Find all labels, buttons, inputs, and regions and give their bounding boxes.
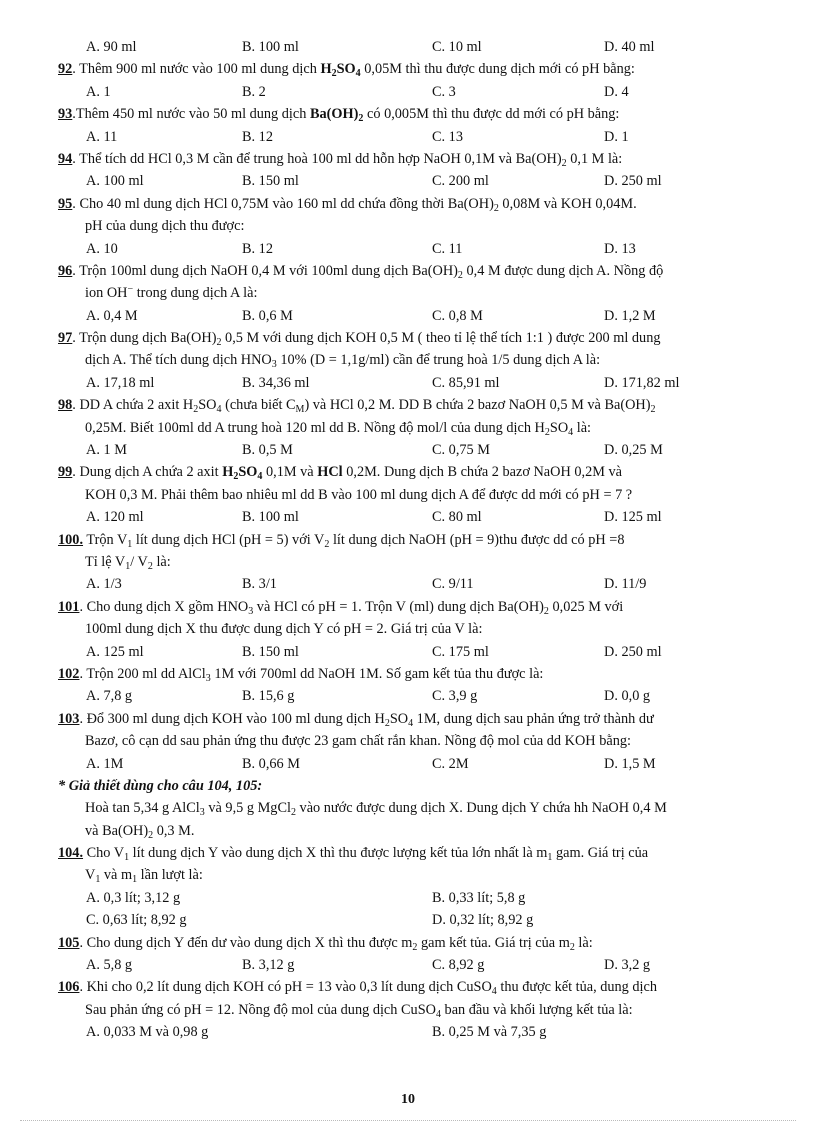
answer-option: C. 0,75 M [432, 442, 490, 459]
answer-option: A. 125 ml [86, 643, 144, 660]
question-number: 106 [58, 979, 80, 996]
answer-option: B. 100 ml [242, 39, 299, 55]
answer-option: D. 1,5 M [604, 755, 656, 772]
answer-option: B. 0,33 lít; 5,8 g [432, 889, 526, 906]
answer-option: D. 13 [604, 240, 636, 257]
answer-option: B. 150 ml [242, 643, 299, 660]
question-106 [58, 976, 758, 998]
text-run: ban đầu và khối lượng kết tủa là: [440, 1001, 633, 1018]
text-run: . Thể tích dd HCl 0,3 M cần để trung hoà 100 ml dd hỗn hợp NaOH 0,1M và Ba(OH) [72, 150, 562, 167]
text-run: 1 [95, 874, 101, 886]
text-run: Hoà tan 5,34 g AlCl [85, 800, 200, 817]
question-text-continued [58, 820, 758, 842]
text-run: lít dung dịch NaOH (pH = 9)thu được dd có pH =8 [329, 531, 625, 548]
text-run: 1 [124, 852, 130, 864]
answer-options [58, 81, 758, 103]
text-run: 4 [355, 68, 361, 80]
answer-option: D. 125 ml [604, 509, 662, 526]
text-run: . Trộn 200 ml dd AlCl [79, 665, 206, 682]
text-run: là: [574, 934, 593, 951]
answer-option: C. 2M [432, 755, 469, 772]
answer-option: A. 0,4 M [86, 307, 138, 324]
answer-option: D. 0,32 lít; 8,92 g [432, 912, 534, 929]
text-run: có 0,005M thì thu được dd mới có pH bằng: [363, 106, 620, 123]
question-number: 105 [58, 934, 80, 951]
question-text-continued [58, 551, 758, 573]
text-run: 0,5 M với dung dịch KOH 0,5 M ( theo tỉ lệ thể tích 1:1 ) được 200 ml dung [221, 330, 661, 347]
answer-option: B. 15,6 g [242, 688, 295, 705]
text-run: 0,25M. Biết 100ml dd A trung hoà 120 ml dd B. Nồng độ mol/l của dung dịch H [85, 419, 545, 436]
text-run: 0,4 M được dung dịch A. Nồng độ [462, 262, 664, 279]
answer-option: A. 7,8 g [86, 688, 133, 705]
text-run: thu được kết tủa, dung dịch [496, 979, 658, 996]
text-run: gam. Giá trị của [552, 845, 649, 862]
text-run: 1 [127, 538, 133, 550]
text-run: 0,025 M với [548, 598, 624, 615]
text-run: Tỉ lệ V [85, 553, 126, 570]
question-105 [58, 932, 758, 954]
text-run: 2 [147, 560, 153, 572]
text-run: 1 [125, 560, 131, 572]
answer-option: C. 8,92 g [432, 957, 485, 974]
question-number: 96 [58, 262, 73, 279]
text-run: và m [100, 867, 133, 884]
question-94 [58, 148, 758, 170]
text-run: 3 [199, 807, 205, 819]
question-text-continued [58, 999, 758, 1021]
text-run: 2 [650, 404, 656, 416]
answer-option: D. 250 ml [604, 643, 662, 660]
answer-option: B. 12 [242, 128, 273, 145]
question-number: 95 [58, 195, 73, 212]
answer-option: A. 17,18 ml [86, 374, 155, 391]
text-run: (chưa biết C [221, 397, 296, 414]
text-run: trong dung dịch A là: [133, 285, 258, 302]
text-run: lần lượt là: [137, 867, 203, 884]
question-number: 94 [58, 150, 73, 167]
question-92 [58, 58, 758, 80]
question-number: 103 [58, 710, 80, 727]
text-run: là: [573, 419, 592, 436]
text-run: 3 [205, 672, 211, 684]
answer-option: B. 0,66 M [242, 755, 300, 772]
question-98 [58, 394, 758, 416]
text-run: 2 [384, 717, 390, 729]
answer-option: C. 11 [432, 240, 463, 257]
question-number: 98 [58, 397, 73, 414]
text-run: 1M, dung dịch sau phản ứng trở thành dư [413, 710, 654, 727]
text-run: gam kết tủa. Giá trị của m [417, 934, 570, 951]
text-run: ion OH [85, 285, 128, 302]
text-run: . DD A chứa 2 axit H [72, 397, 194, 414]
answer-option: B. 100 ml [242, 509, 299, 526]
answer-option: B. 34,36 ml [242, 374, 310, 391]
text-run: SO [198, 397, 217, 414]
text-run: SO [389, 710, 409, 727]
answer-option: D. 1,2 M [604, 307, 656, 324]
text-run: và HCl có pH = 1. Trộn V (ml) dung dịch Ba(OH) [253, 598, 544, 615]
question-text-continued [58, 618, 758, 640]
text-run: dịch A. Thể tích dung dịch HNO [85, 352, 272, 369]
text-run: và Ba(OH) [85, 822, 149, 839]
question-text-continued [58, 484, 758, 506]
answer-options [58, 887, 758, 909]
answer-option: B. 0,6 M [242, 307, 293, 324]
answer-options [58, 372, 758, 394]
answer-option: C. 13 [432, 128, 463, 145]
text-run: .Thêm 450 ml nước vào 50 ml dung dịch [72, 106, 310, 123]
answer-option: A. 10 [86, 240, 118, 257]
question-text-continued [58, 797, 758, 819]
text-run: ) và HCl 0,2 M. DD B chứa 2 bazơ NaOH 0,5 M và Ba(OH) [304, 397, 651, 414]
text-run: 100ml dung dịch X thu được dung dịch Y có pH = 2. Giá trị của V là: [85, 621, 483, 638]
answer-options [58, 170, 758, 192]
text-run: là: [152, 553, 171, 570]
answer-option: D. 250 ml [604, 173, 662, 190]
text-run: . Dung dịch A chứa 2 axit [72, 464, 223, 481]
answer-options [58, 909, 758, 931]
answer-options [58, 506, 758, 528]
text-run: 4 [408, 717, 414, 729]
text-run: H [320, 61, 332, 78]
text-run: và 9,5 g MgCl [204, 800, 291, 817]
question-text-continued [58, 349, 758, 371]
answer-option: A. 90 ml [86, 39, 137, 55]
text-run: 4 [568, 426, 574, 438]
text-run: . Trộn dung dịch Ba(OH) [72, 330, 217, 347]
answer-option: C. 175 ml [432, 643, 489, 660]
answer-option: C. 200 ml [432, 173, 489, 190]
answer-option: A. 120 ml [86, 509, 144, 526]
text-run: 4 [491, 986, 497, 998]
text-run: . Thêm 900 ml nước vào 100 ml dung dịch [72, 61, 321, 78]
question-102 [58, 663, 758, 685]
answer-option: D. 0,25 M [604, 442, 663, 459]
text-run: 2 [457, 269, 463, 281]
question-number: 104. [58, 845, 84, 862]
text-run: 2 [148, 829, 154, 841]
question-103 [58, 708, 758, 730]
text-run: 0,3 M. [153, 822, 195, 839]
question-number: 97 [58, 330, 73, 347]
text-run: SO [336, 61, 356, 78]
answer-options [58, 753, 758, 775]
shared-premise-heading: * Giả thiết dùng cho câu 104, 105: [58, 777, 263, 794]
answer-option: A. 5,8 g [86, 957, 133, 974]
text-run: 2 [331, 68, 337, 80]
answer-options [58, 954, 758, 976]
text-run: 1M với 700ml dd NaOH 1M. Số gam kết tủa thu được là: [210, 665, 544, 682]
question-number: 99 [58, 464, 73, 481]
answer-option: A. 11 [86, 128, 118, 145]
text-run: 1 [547, 852, 553, 864]
text-run: 3 [248, 605, 254, 617]
answer-option: C. 3,9 g [432, 688, 478, 705]
question-93 [58, 103, 758, 125]
question-text-continued [58, 417, 758, 439]
text-run: 0,1 M là: [566, 150, 623, 167]
answer-option: D. 4 [604, 83, 629, 100]
text-run: 4 [216, 404, 222, 416]
text-run: / V [130, 553, 148, 570]
text-run: vào nước được dung dịch X. Dung dịch Y chứa hh NaOH 0,4 M [295, 800, 667, 817]
text-run: HCl [317, 464, 343, 481]
answer-option: B. 2 [242, 83, 266, 100]
text-run: Trộn V [83, 531, 128, 548]
answer-option: A. 1/3 [86, 576, 122, 593]
answer-options [58, 439, 758, 461]
text-run: 2 [290, 807, 296, 819]
answer-option: C. 80 ml [432, 509, 482, 526]
answer-options [58, 641, 758, 663]
text-run: lít dung dịch HCl (pH = 5) với V [132, 531, 325, 548]
text-run: SO [549, 419, 569, 436]
answer-option: A. 1 [86, 83, 111, 100]
answer-option: D. 1 [604, 128, 629, 145]
text-run: Sau phản ứng có pH = 12. Nồng độ mol của dung dịch CuSO [85, 1001, 436, 1018]
text-run: . Đổ 300 ml dung dịch KOH vào 100 ml dung dịch H [79, 710, 385, 727]
question-number: 101 [58, 598, 80, 615]
answer-options [58, 238, 758, 260]
text-run: 0,1M và [262, 464, 318, 481]
answer-options [58, 126, 758, 148]
text-run: 0,08M và KOH 0,04M. [498, 195, 637, 212]
text-run: 2 [324, 538, 330, 550]
answer-option: A. 1 M [86, 442, 127, 459]
question-text-continued [58, 730, 758, 752]
question-number: 92 [58, 61, 73, 78]
answer-option: B. 3,12 g [242, 957, 295, 974]
text-run: 2 [193, 404, 199, 416]
answer-option: A. 0,3 lít; 3,12 g [86, 889, 181, 906]
text-run: 1 [132, 874, 138, 886]
answer-option: A. 1M [86, 755, 124, 772]
text-run: 4 [257, 471, 263, 483]
text-run: . Cho dung dịch Y đến dư vào dung dịch X thì thu được m [79, 934, 413, 951]
answer-options [58, 685, 758, 707]
text-run: 0,05M thì thu được dung dịch mới có pH bằng: [360, 61, 635, 78]
text-run: M [295, 404, 305, 416]
text-run: V [85, 867, 96, 884]
answer-option: B. 12 [242, 240, 273, 257]
answer-option: D. 3,2 g [604, 957, 651, 974]
text-run: 2 [358, 113, 364, 125]
text-run: 3 [271, 359, 277, 371]
question-104 [58, 842, 758, 864]
text-run: 4 [435, 1008, 441, 1020]
text-run: − [127, 284, 134, 296]
question-number: 100. [58, 531, 84, 548]
question-99 [58, 461, 758, 483]
answer-option: C. 9/11 [432, 576, 474, 593]
question-number: 93 [58, 106, 73, 123]
text-run: 2 [569, 941, 575, 953]
text-run: 2 [493, 202, 499, 214]
answer-options [58, 36, 758, 58]
question-100 [58, 529, 758, 551]
text-run: pH của dung dịch thu được: [85, 218, 245, 235]
answer-option: A. 0,033 M và 0,98 g [86, 1024, 209, 1041]
text-run: Cho V [83, 845, 125, 862]
text-run: 2 [412, 941, 418, 953]
text-run: Bazơ, cô cạn dd sau phản ứng thu được 23 gam chất rắn khan. Nồng độ mol của dd KOH bằng: [85, 733, 631, 750]
text-run: 2 [233, 471, 239, 483]
text-run: 2 [216, 337, 222, 349]
answer-option: D. 40 ml [604, 39, 655, 55]
text-run: lít dung dịch Y vào dung dịch X thì thu được lượng kết tủa lớn nhất là m [129, 845, 548, 862]
text-run: 2 [561, 157, 567, 169]
answer-options [58, 305, 758, 327]
text-run: 10% (D = 1,1g/ml) cần để trung hoà 1/5 dung dịch A là: [276, 352, 601, 369]
answer-option: C. 0,8 M [432, 307, 483, 324]
worksheet-page [58, 36, 758, 1044]
answer-option: C. 0,63 lít; 8,92 g [86, 912, 187, 929]
text-run: 2 [543, 605, 549, 617]
question-text-continued [58, 282, 758, 304]
answer-option: D. 171,82 ml [604, 374, 680, 391]
answer-options [58, 573, 758, 595]
footer-divider [20, 1120, 796, 1121]
question-97 [58, 327, 758, 349]
text-run: Ba(OH) [309, 106, 359, 123]
answer-option: C. 85,91 ml [432, 374, 500, 391]
question-101 [58, 596, 758, 618]
answer-option: A. 100 ml [86, 173, 144, 190]
answer-option: B. 3/1 [242, 576, 277, 593]
text-run: . Cho dung dịch X gồm HNO [79, 598, 249, 615]
answer-option: C. 10 ml [432, 39, 482, 55]
answer-option: C. 3 [432, 83, 456, 100]
answer-option: B. 0,5 M [242, 442, 293, 459]
question-96 [58, 260, 758, 282]
text-run: KOH 0,3 M. Phải thêm bao nhiêu ml dd B vào 100 ml dung dịch A để được dd mới có pH = 7 ? [85, 486, 633, 503]
question-text-continued [58, 215, 758, 237]
answer-option: D. 11/9 [604, 576, 647, 593]
answer-option: B. 0,25 M và 7,35 g [432, 1024, 547, 1041]
answer-option: D. 0,0 g [604, 688, 651, 705]
text-run: SO [238, 464, 258, 481]
text-run: 2 [544, 426, 550, 438]
question-number: 102 [58, 665, 80, 682]
text-run: . Cho 40 ml dung dịch HCl 0,75M vào 160 ml dd chứa đồng thời Ba(OH) [72, 195, 494, 212]
text-run: H [222, 464, 234, 481]
text-run: . Khi cho 0,2 lít dung dịch KOH có pH = 13 vào 0,3 lít dung dịch CuSO [79, 979, 492, 996]
answer-options [58, 1021, 758, 1043]
text-run: . Trộn 100ml dung dịch NaOH 0,4 M với 100ml dung dịch Ba(OH) [72, 262, 458, 279]
question-95 [58, 193, 758, 215]
question-text-continued [58, 864, 758, 886]
page-number: 10 [401, 1092, 415, 1107]
answer-option: B. 150 ml [242, 173, 299, 190]
text-run: 0,2M. Dung dịch B chứa 2 bazơ NaOH 0,2M và [342, 464, 622, 481]
